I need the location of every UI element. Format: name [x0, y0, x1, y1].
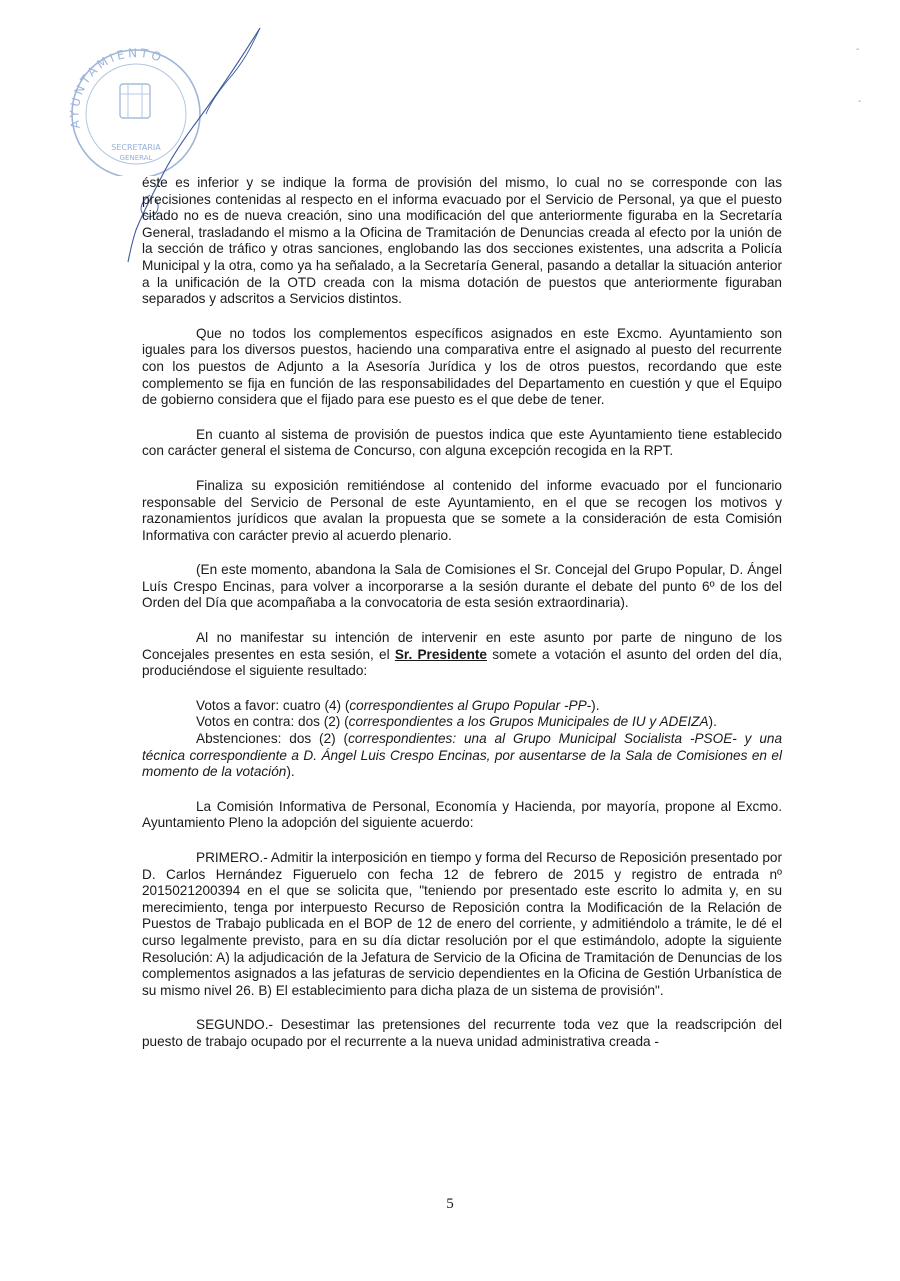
votes-abstentions: Abstenciones: dos (2) (correspondientes: una al Grupo Municipal Socialista -PSOE- y una técnica correspondiente a D. Ángel Luis Crespo Encinas, por ausentarse de la Sala de Comisiones en el momento de la votación).	[142, 731, 782, 780]
margin-mark: -	[858, 96, 862, 107]
votes-contra: Votos en contra: dos (2) (correspondientes a los Grupos Municipales de IU y ADEIZA).	[196, 714, 717, 730]
paragraph-4: Finaliza su exposición remitiéndose al contenido del informe evacuado por el funcionario responsable del Servicio de Personal de este Ayuntamiento, en el que se recogen los motivos y razonamientos jurídicos que avalan la propuesta que se somete a la consideración de esta Comisión Informativa con carácter previo al acuerdo plenario.	[142, 477, 782, 543]
seal-line1: SECRETARIA	[111, 143, 161, 152]
page-number: 5	[446, 1196, 454, 1212]
paragraph-2: Que no todos los complementos específicos asignados en este Excmo. Ayuntamiento son iguales para los diversos puestos, haciendo una comparativa entre el asignado al puesto del recurrente con los puestos de Adjunto a la Asesoría Jurídica y los de otros puestos, recordando que este complemento se fija en función de las responsabilidades del Departamento en cuestión y que el Equipo de gobierno considera que el fijado para ese puesto es el que debe de tener.	[142, 325, 782, 408]
president-label: Sr. Presidente	[394, 646, 487, 662]
margin-mark: -	[856, 44, 860, 55]
paragraph-3: En cuanto al sistema de provisión de puestos indica que este Ayuntamiento tiene establecido con carácter general el sistema de Concurso, con alguna excepción recogida en la RPT.	[142, 426, 782, 459]
votes-favor: Votos a favor: cuatro (4) (correspondientes al Grupo Popular -PP-).	[196, 697, 600, 713]
seal-line2: GENERAL	[119, 154, 153, 162]
paragraph-6-end: somete a votación el asunto del orden del día, produciéndose el siguiente resultado:	[142, 646, 783, 679]
paragraph-7: La Comisión Informativa de Personal, Economía y Hacienda, por mayoría, propone al Excmo. Ayuntamiento Pleno la adopción del siguiente acuerdo:	[142, 798, 782, 831]
paragraph-6-start: Al no manifestar su intención de intervenir en este asunto por parte de ninguno de los Concejales presentes en esta sesión, el	[142, 630, 782, 662]
paragraph-primero: PRIMERO.- Admitir la interposición en tiempo y forma del Recurso de Reposición presentado por D. Carlos Hernández Figueruelo con fecha 12 de febrero de 2015 y registro de entrada nº 2015021200394 en el que se solicita que, "teniendo por presentado este escrito lo admita y, en su merecimiento, tenga por interpuesto Recurso de Reposición contra la Modificación de la Relación de Puestos de Trabajo publicada en el BOP de 12 de enero del corriente, y admitiéndolo a trámite, le dé el curso legalmente previsto, para en su día dictar resolución por el que estimándolo, adopte la siguiente Resolución: A) la adjudicación de la Jefatura de Servicio de la Oficina de Tramitación de Denuncias de los complementos asignados a las jefaturas de servicio dependientes en la Oficina de Gestión Urbanística de su mismo nivel 26. B) El establecimiento para dicha plaza de un sistema de provisión".	[142, 850, 782, 998]
paragraph-5: (En este momento, abandona la Sala de Comisiones el Sr. Concejal del Grupo Popular, D. Ángel Luís Crespo Encinas, para volver a incorporarse a la sesión durante el debate del punto 6º de los del Orden del Día que acompañaba a la convocatoria de esta sesión extraordinaria).	[142, 562, 782, 611]
document-body	[142, 175, 782, 1051]
seal-top-text: AYUNTAMIENTO	[67, 45, 166, 130]
paragraph-1: éste es inferior y se indique la forma de provisión del mismo, lo cual no se corresponde con las precisiones contenidas al respecto en el informa evacuado por el Servicio de Personal, ya que el puesto citado no es de nueva creación, sino una modificación del que anteriormente figuraba en la Secretaría General, trasladando el mismo a la Oficina de Tramitación de Denuncias creada al efecto por la unión de la sección de tráfico y otras sanciones, englobando las dos secciones existentes, una adscrita a Policía Municipal y la otra, como ya ha señalado, a la Secretaría General, pasando a detallar la situación anterior a la unificación de la OTD creada con la misma dotación de puestos que anteriormente figuraban separados y adscritos a Servicios distintos.	[142, 175, 782, 307]
paragraph-segundo: SEGUNDO.- Desestimar las pretensiones del recurrente toda vez que la readscripción del puesto de trabajo ocupado por el recurrente a la nueva unidad administrativa creada -	[142, 1017, 782, 1049]
paragraph-6	[142, 630, 782, 680]
